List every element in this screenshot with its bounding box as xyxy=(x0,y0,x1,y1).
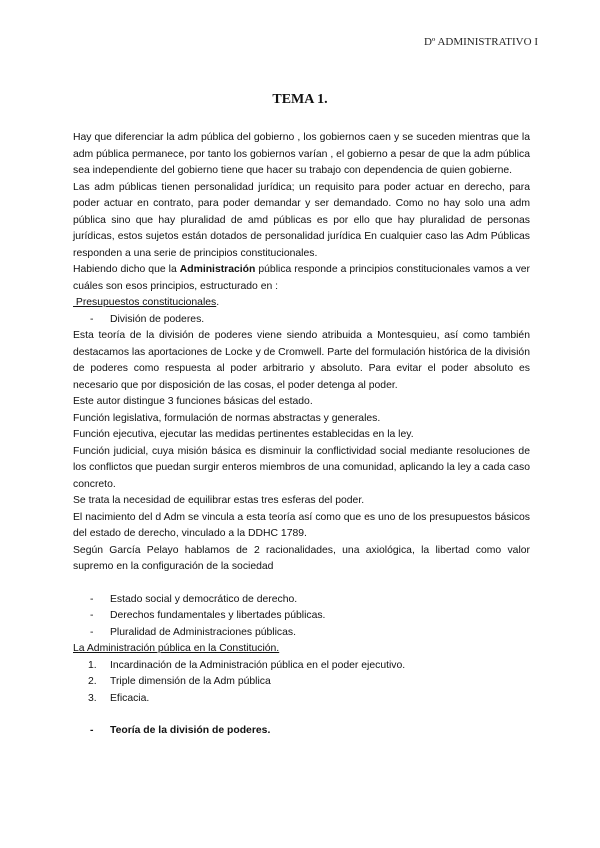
spacer xyxy=(73,707,530,723)
numbered-item xyxy=(73,674,530,691)
list-marker: - xyxy=(90,725,94,736)
paragraph-judicial: Función judicial, cuya misión básica es disminuir la conflictividad social mediante resoluciones de los conflictos que puedan surgir enteros miembros de una comunidad, aplicando la ley a cada caso concreto. xyxy=(73,445,530,490)
list-item-text: Incardinación de la Administración pública en el poder ejecutivo. xyxy=(110,659,406,671)
list-number: 2. xyxy=(88,676,97,687)
spacer xyxy=(73,576,530,592)
paragraph-equilibrio: Se trata la necesidad de equilibrar estas tres esferas del poder. xyxy=(73,495,365,506)
list-item-text: Derechos fundamentales y libertades públicas. xyxy=(110,610,326,621)
list-item-teoria xyxy=(73,723,530,740)
paragraph-funciones: Este autor distingue 3 funciones básicas del estado. xyxy=(73,396,313,407)
numbered-item xyxy=(73,691,530,708)
running-header: Dº ADMINISTRATIVO I xyxy=(423,36,538,48)
page-title: TEMA 1. xyxy=(272,92,328,107)
heading-text: Presupuestos constitucionales xyxy=(73,297,217,308)
list-marker: - xyxy=(90,593,94,605)
text-run: pública responde a principios constitucionales vamos a ver cuáles son esos principios, estructurado en : xyxy=(73,264,530,292)
list-item xyxy=(73,592,530,609)
list-item-text: Pluralidad de Administraciones públicas. xyxy=(110,626,296,638)
list-item-division xyxy=(73,312,530,329)
list-marker: - xyxy=(90,610,94,621)
paragraph-personalidad: Las adm públicas tienen personalidad jurídica; un requisito para poder actuar en derecho, para poder actuar en contrato, para poder demandar y ser demandado. Como no hay solo una adm pública sino que hay pluralidad de amd públicas es por ello que hay pluralidad de personas jurídicas, estos sujetos están dotados de personalidad jurídica En cualquier caso las Adm Públicas responden a una serie de principios constitucionales. xyxy=(73,181,530,259)
numbered-item xyxy=(73,658,530,675)
section-heading-constitucion: La Administración pública en la Constitución. xyxy=(73,643,280,654)
list-item-text: División de poderes. xyxy=(110,313,205,325)
list-number: 1. xyxy=(88,659,97,671)
list-item xyxy=(73,625,530,642)
paragraph-ejecutiva: Función ejecutiva, ejecutar las medidas pertinentes establecidas en la ley. xyxy=(73,429,414,440)
heading-period: . xyxy=(216,297,220,308)
list-marker: - xyxy=(90,626,94,638)
paragraph-montesquieu: Esta teoría de la división de poderes viene siendo atribuida a Montesquieu, así como también destacamos las aportaciones de Locke y de Cromwell. Parte del formulación histórica de la división de poderes como respuesta al poder arbitrario y absoluto. Para evitar el poder absoluto es necesario que por disposición de las cosas, el poder detenga al poder. xyxy=(73,330,530,391)
list-number: 3. xyxy=(88,692,97,704)
paragraph-principios xyxy=(73,262,530,295)
text-run: Habiendo dicho que la xyxy=(73,264,180,275)
section-heading-presupuestos xyxy=(73,295,530,312)
list-item-text: Estado social y democrático de derecho. xyxy=(110,593,298,605)
list-marker: - xyxy=(90,313,94,325)
paragraph-garcia-pelayo: Según García Pelayo hablamos de 2 racionalidades, una axiológica, la libertad como valor supremo en la configuración de la sociedad xyxy=(73,544,530,572)
document-body xyxy=(73,130,530,740)
paragraph-nacimiento: El nacimiento del d Adm se vincula a esta teoría así como que es uno de los presupuestos básicos del estado de derecho, vinculado a la DDHC 1789. xyxy=(73,511,530,539)
list-item-text: Eficacia. xyxy=(110,692,150,704)
list-item xyxy=(73,608,530,625)
paragraph-intro: Hay que diferenciar la adm pública del gobierno , los gobiernos caen y se suceden mientras que la adm pública permanece, por tanto los gobiernos varían , el gobierno a pesar de que la adm pública sea independiente del gobierno tiene que hacer su trabajo con dependencia de quien gobierne. xyxy=(73,132,530,176)
text-run-bold: Administración xyxy=(179,264,256,275)
paragraph-legislativa: Función legislativa, formulación de normas abstractas y generales. xyxy=(73,412,381,424)
list-item-text: Triple dimensión de la Adm pública xyxy=(110,676,271,687)
list-item-text: Teoría de la división de poderes. xyxy=(110,725,271,736)
